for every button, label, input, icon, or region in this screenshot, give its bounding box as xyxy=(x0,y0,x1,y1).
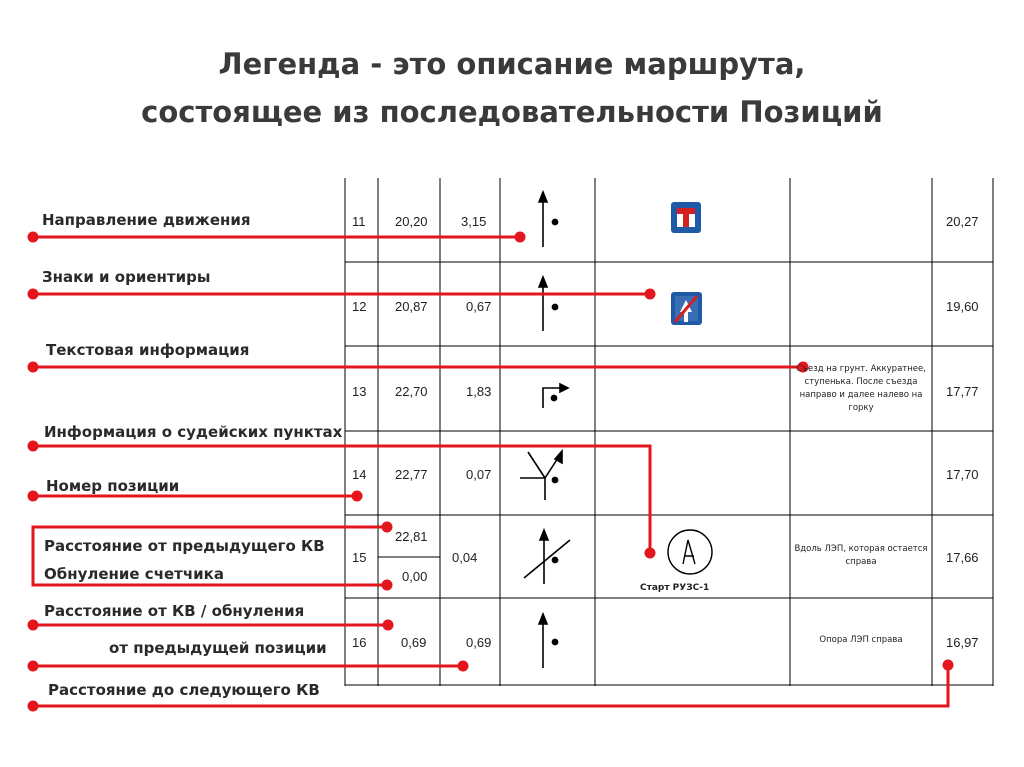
row-15-distance: 22,81 xyxy=(395,529,428,544)
row-11-delta: 3,15 xyxy=(461,214,487,229)
row-15-to-next: 17,66 xyxy=(946,550,979,565)
tulip-11 xyxy=(539,192,558,247)
row-16-to-next: 16,97 xyxy=(946,635,979,650)
row-14-distance: 22,77 xyxy=(395,467,428,482)
row-13-note: Съезд на грунт. Аккуратнее, ступенька. После съезда направо и далее налево на горку xyxy=(796,364,926,413)
row-15-checkpoint: Старт РУЗС-1 xyxy=(640,583,710,593)
checkpoint-circle-icon xyxy=(668,530,712,574)
label-signs: Знаки и ориентиры xyxy=(42,268,211,286)
row-14-to-next: 17,70 xyxy=(946,467,979,482)
row-12-distance: 20,87 xyxy=(395,299,428,314)
row-11-to-next: 20,27 xyxy=(946,214,979,229)
label-checkpoint-info: Информация о судейских пунктах xyxy=(44,423,343,441)
label-text-info: Текстовая информация xyxy=(46,341,250,359)
label-from-prev-position: от предыдущей позиции xyxy=(109,639,327,657)
tulip-15 xyxy=(524,530,570,584)
row-13-delta: 1,83 xyxy=(466,384,492,399)
label-distance-to-next-cp: Расстояние до следующего КВ xyxy=(48,681,320,699)
row-12-delta: 0,67 xyxy=(466,299,492,314)
row-11-distance: 20,20 xyxy=(395,214,428,229)
row-12-to-next: 19,60 xyxy=(946,299,979,314)
tulip-14 xyxy=(520,451,562,500)
row-15-delta: 0,04 xyxy=(452,550,478,565)
row-14-number: 14 xyxy=(352,467,367,482)
row-12-number: 12 xyxy=(352,299,367,314)
table-grid xyxy=(345,178,993,686)
row-15-distance-reset: 0,00 xyxy=(402,569,428,584)
row-15-number: 15 xyxy=(352,550,367,565)
title-line-2: состоящее из последовательности Позиций xyxy=(141,95,883,129)
end-of-lane-sign-icon xyxy=(671,292,702,325)
row-13-distance: 22,70 xyxy=(395,384,428,399)
row-16-number: 16 xyxy=(352,635,367,650)
row-16-note: Опора ЛЭП справа xyxy=(819,635,903,645)
row-13-number: 13 xyxy=(352,384,367,399)
row-16-delta: 0,69 xyxy=(466,635,492,650)
label-distance-prev-cp: Расстояние от предыдущего КВ xyxy=(44,537,325,555)
label-distance-from-cp: Расстояние от КВ / обнуления xyxy=(44,602,305,620)
row-16-distance: 0,69 xyxy=(401,635,427,650)
row-15-note: Вдоль ЛЭП, которая остается справа xyxy=(794,544,928,567)
tulip-16 xyxy=(539,614,558,668)
label-counter-reset: Обнуление счетчика xyxy=(44,565,224,583)
row-11-number: 11 xyxy=(352,214,366,229)
tulip-12 xyxy=(539,277,558,331)
row-13-to-next: 17,77 xyxy=(946,384,979,399)
tulip-13 xyxy=(543,384,568,408)
title-line-1: Легенда - это описание маршрута, xyxy=(218,47,806,81)
dead-end-sign-icon xyxy=(671,202,701,233)
label-position-number: Номер позиции xyxy=(46,477,180,495)
label-direction: Направление движения xyxy=(42,211,251,229)
row-14-delta: 0,07 xyxy=(466,467,492,482)
